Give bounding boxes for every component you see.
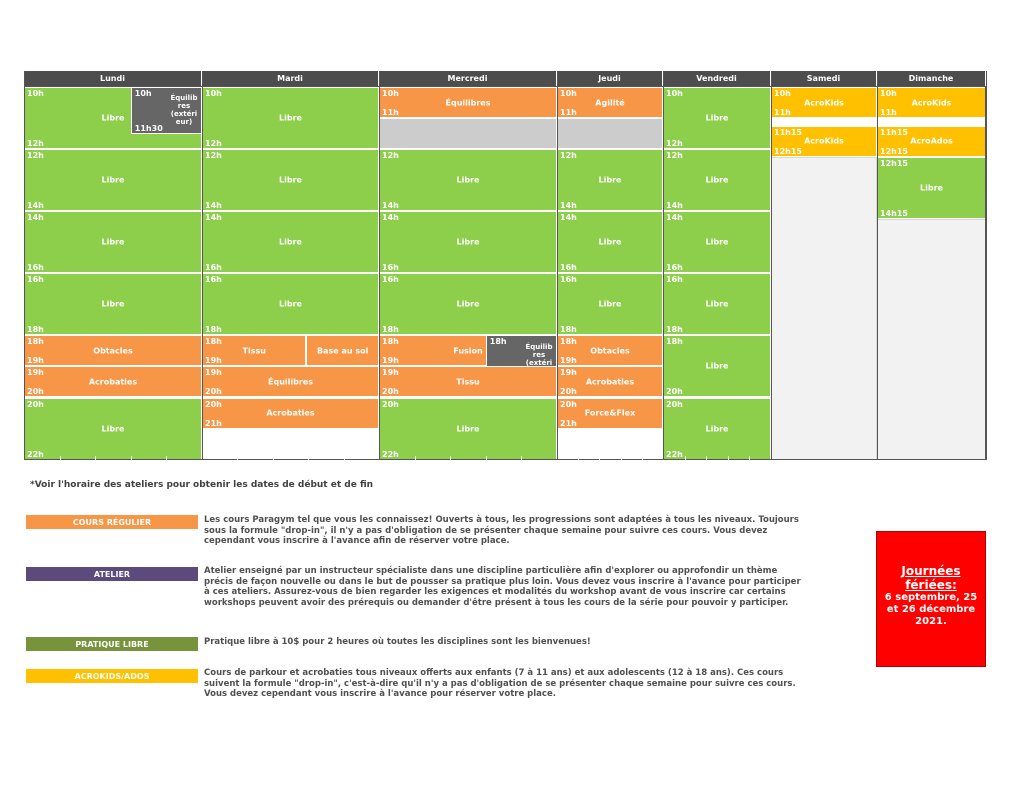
block-label: AcroKids [911,98,952,108]
block-end-time: 20h [382,387,399,397]
schedule-block--quilibres[interactable] [202,366,379,397]
bottom-tick [728,456,729,460]
block-label: Libre [279,113,302,123]
schedule-block-libre[interactable] [24,273,202,335]
schedule-block-libre[interactable] [24,398,202,460]
block-label: Libre [598,299,622,309]
schedule-block-acrokids[interactable] [877,87,986,118]
schedule-block-libre[interactable] [379,211,557,273]
block-start-time: 18h [489,337,507,347]
schedule-block-empty [379,118,557,149]
block-end-time: 21h [205,418,222,428]
block-label: Acrobaties [585,377,635,387]
block-end-time: 18h [205,325,222,335]
block-label: Libre [920,183,943,193]
grid-divider [557,71,558,460]
bottom-tick [131,456,132,460]
block-label: Libre [279,299,302,309]
schedule-block-libre[interactable] [379,149,557,211]
block-start-time: 20h [560,399,577,409]
block-start-time: 19h [382,368,399,378]
block-label: Fusion [453,346,483,356]
block-end-time: 12h [205,139,222,149]
bottom-tick [521,456,522,460]
day-header-jeudi: Jeudi [557,71,663,86]
block-start-time: 10h [560,89,577,98]
block-start-time: 10h [666,89,683,98]
block-end-time: 19h [382,356,399,366]
block-end-time: 11h [382,108,399,118]
block-start-time: 12h [560,151,577,161]
schedule-block-libre[interactable] [202,87,379,149]
block-label: Libre [101,237,125,247]
block-label: Base au sol [317,346,369,356]
bottom-tick [450,456,451,460]
schedule-block-tissu[interactable] [202,335,306,366]
block-end-time: 11h [774,108,791,118]
grid-divider [24,71,25,460]
block-end-time: 18h [27,325,44,335]
block-start-time: 14h [205,213,222,223]
legend-swatch-pratique-libre [26,637,198,651]
block-end-time: 18h [666,325,683,335]
block-label: Libre [456,237,480,247]
block-label: Libre [101,424,125,434]
legend-label: ACROKIDS/ADOS [74,671,150,681]
schedule-note: *Voir l'horaire des ateliers pour obtenir les dates de début et de fin [30,480,374,490]
block-label: Libre [705,424,729,434]
schedule-block-libre[interactable] [202,211,379,273]
block-label: Équilibres [268,377,313,387]
bottom-tick [599,456,600,460]
schedule-block-obtacles[interactable] [557,335,663,366]
bottom-tick [273,456,274,460]
bottom-tick [749,456,750,460]
bottom-tick [344,456,345,460]
block-start-time: 16h [382,275,399,285]
block-end-time: 12h [27,139,44,149]
block-label: Obtacles [590,346,630,356]
schedule-block-libre[interactable] [877,157,986,219]
block-end-time: 14h [27,201,44,211]
schedule-block-libre[interactable] [24,149,202,211]
block-start-time: 16h [666,275,683,285]
schedule-block-force-flex[interactable] [557,398,663,429]
block-label: Libre [705,361,729,371]
legend-label: COURS RÉGULIER [72,517,152,527]
block-label: Agilité [595,98,625,108]
block-start-time: 16h [27,275,44,285]
block-start-time: 14h [382,213,399,223]
block-end-time: 14h [382,201,399,211]
schedule-block-acroados[interactable] [877,126,986,157]
block-start-time: 14h [560,213,577,223]
grid-divider [202,71,203,460]
block-end-time: 16h [560,263,577,273]
schedule-block-libre[interactable] [202,273,379,335]
block-end-time: 16h [666,263,683,273]
block-label: Acrobaties [266,408,315,418]
schedule-block-libre[interactable] [24,211,202,273]
block-start-time: 20h [205,399,222,409]
block-label: Équilib res (extéri eur) [170,94,198,127]
block-label: Libre [705,113,729,123]
schedule-block-libre[interactable] [663,149,771,211]
schedule-block-base-au-sol[interactable] [306,335,379,366]
block-label: Libre [598,237,622,247]
holiday-box [876,531,986,667]
block-start-time: 16h [205,275,222,285]
bottom-tick [415,456,416,460]
grid-divider [663,71,664,460]
bottom-tick [486,456,487,460]
block-label: Équilibres [445,98,491,108]
block-label: Obtacles [93,346,133,356]
block-label: AcroAdos [910,136,953,146]
day-header-lundi: Lundi [24,71,202,86]
block-end-time: 19h [205,356,222,366]
schedule-block-libre[interactable] [663,87,771,149]
block-end-time: 20h [27,387,44,397]
block-end-time: 22h [382,449,399,459]
block-start-time: 11h15 [880,127,908,137]
block-label: Libre [705,175,729,185]
block-start-time: 18h [382,337,399,347]
block-label: AcroKids [804,98,844,108]
block-label: Équilib res (extéri [525,342,553,367]
grid-divider [379,71,380,460]
schedule-block-libre[interactable] [379,273,557,335]
schedule-block-agilit[interactable] [557,87,663,118]
schedule-block-empty [771,157,877,460]
day-header-vendredi: Vendredi [663,71,771,86]
block-end-time: 18h [382,325,399,335]
block-end-time: 22h [666,449,683,459]
block-start-time: 12h15 [880,158,908,168]
block-start-time: 10h [134,89,152,98]
schedule-block-empty [877,219,986,460]
block-start-time: 14h [666,213,683,223]
block-label: Libre [101,175,125,185]
schedule-block--quilib-res-ext-ri-eur[interactable] [131,87,202,134]
block-label: Acrobaties [88,377,138,387]
block-end-time: 18h [560,325,577,335]
bottom-tick [578,456,579,460]
block-end-time: 16h [27,263,44,273]
legend-text-acrokids: Cours de parkour et acrobaties tous niveaux offerts aux enfants (7 à 11 ans) et aux adolescents (12 à 18 ans). Ces cours suivent la formule "drop-in", c'est-à-dire qu'il n'y a pas d'obligation de se présenter chaque semaine pour suivre ces cours. Vous devez cependant vous inscrire à l'avance pour réserver votre place. [204,668,796,699]
block-label: AcroKids [804,136,844,146]
block-start-time: 10h [774,89,791,98]
schedule-block-acrobaties[interactable] [24,366,202,397]
block-end-time: 14h [205,201,222,211]
block-label: Libre [279,237,302,247]
holiday-dates: 6 septembre, 25 et 26 décembre 2021. [884,592,978,627]
block-end-time: 11h [560,108,577,118]
bottom-tick [642,456,643,460]
block-label: Libre [456,299,480,309]
block-end-time: 11h [880,108,897,118]
schedule-block-acrobaties[interactable] [202,398,379,429]
block-start-time: 11h15 [774,127,802,137]
block-start-time: 19h [205,368,222,378]
block-start-time: 12h [666,151,683,161]
schedule-block-acrokids[interactable] [771,126,877,157]
block-label: Tissu [456,377,480,387]
legend-swatch-cours-regulier [26,515,198,529]
block-start-time: 10h [880,89,897,98]
block-start-time: 10h [205,89,222,98]
block-end-time: 20h [205,387,222,397]
schedule-block-libre[interactable] [663,335,771,397]
schedule-block-libre[interactable] [202,149,379,211]
day-header-samedi: Samedi [771,71,877,86]
block-end-time: 20h [560,387,577,397]
schedule-block-libre[interactable] [663,273,771,335]
block-start-time: 10h [382,89,399,98]
schedule-block-tissu[interactable] [379,366,557,397]
schedule-block-libre[interactable] [663,211,771,273]
block-label: Libre [456,424,480,434]
block-start-time: 16h [560,275,577,285]
block-label: Force&Flex [584,408,636,418]
block-end-time: 22h [27,449,44,459]
block-start-time: 10h [27,89,44,98]
schedule-block--quilibres[interactable] [379,87,557,118]
block-start-time: 20h [666,399,683,409]
block-end-time: 19h [27,356,44,366]
legend-swatch-atelier [26,567,198,581]
block-label: Libre [705,237,729,247]
block-end-time: 12h [666,139,683,149]
block-label: Libre [101,113,125,123]
day-header-mardi: Mardi [202,71,379,86]
day-header-mercredi: Mercredi [379,71,557,86]
block-end-time: 16h [382,263,399,273]
schedule-block-acrokids[interactable] [771,87,877,118]
block-label: Libre [598,175,622,185]
bottom-tick [60,456,61,460]
grid-divider [877,71,878,460]
block-label: Libre [456,175,480,185]
block-start-time: 14h [27,213,44,223]
block-start-time: 18h [666,337,683,347]
bottom-tick [237,456,238,460]
block-label: Libre [279,175,302,185]
schedule-block-libre[interactable] [663,398,771,460]
block-end-time: 12h15 [774,146,802,156]
block-start-time: 12h [205,151,222,161]
day-header-dimanche: Dimanche [877,71,986,86]
grid-divider [986,71,987,460]
block-label: Tissu [242,346,266,356]
block-start-time: 12h [382,151,399,161]
block-label: Libre [705,299,729,309]
block-start-time: 18h [560,337,577,347]
block-start-time: 18h [205,337,222,347]
block-end-time: 14h [560,201,577,211]
schedule-block-libre[interactable] [557,211,663,273]
holiday-title: Journées fériées: [901,564,961,592]
bottom-tick [95,456,96,460]
legend-text-cours-regulier: Les cours Paragym tel que vous les connaissez! Ouverts à tous, les progressions sont adaptées à tous les niveaux. Toujours sous la formule "drop-in", il n'y a pas d'obligation de se présenter chaque semaine pour suivre ces cours. Vous devez cependant vous inscrire à l'avance afin de réserver votre place. [204,515,799,546]
legend-label: PRATIQUE LIBRE [75,639,149,649]
schedule-block-libre[interactable] [379,398,557,460]
bottom-tick [706,456,707,460]
schedule-block-libre[interactable] [557,149,663,211]
block-end-time: 19h [560,356,577,366]
bottom-tick [308,456,309,460]
bottom-tick [621,456,622,460]
block-end-time: 14h [666,201,683,211]
legend-swatch-acrokids [26,669,198,683]
block-end-time: 14h15 [880,208,908,218]
block-end-time: 12h15 [880,146,908,156]
bottom-tick [685,456,686,460]
block-end-time: 20h [666,387,683,397]
block-start-time: 20h [382,399,399,409]
block-start-time: 18h [27,337,44,347]
schedule-block-acrobaties[interactable] [557,366,663,397]
block-end-time: 11h30 [134,123,163,133]
block-end-time: 16h [205,263,222,273]
legend-label: ATELIER [93,569,131,579]
legend-text-atelier: Atelier enseigné par un instructeur spécialiste dans une discipline particulière afin d'explorer ou approfondir un thème précis de façon nouvelle ou dans le but de pousser sa pratique plus loin. Vous devez vous inscrire à l'avance pour participer à ces ateliers. Assurez-vous de bien regarder les exigences et modalités du workshop avant de vous inscrire car certains workshops peuvent avoir des prérequis ou demander d'être présent à tous les cours de la série pour pouvoir y participer. [204,566,801,608]
block-end-time: 21h [560,418,577,428]
block-start-time: 19h [27,368,44,378]
schedule-block-obtacles[interactable] [24,335,202,366]
block-start-time: 20h [27,399,44,409]
legend-text-pratique-libre: Pratique libre à 10$ pour 2 heures où toutes les disciplines sont les bienvenues! [204,637,591,647]
schedule-block-libre[interactable] [557,273,663,335]
bottom-tick [166,456,167,460]
block-label: Libre [101,299,125,309]
grid-divider [771,71,772,460]
block-start-time: 19h [560,368,577,378]
schedule-block-empty [557,118,663,149]
block-start-time: 12h [27,151,44,161]
